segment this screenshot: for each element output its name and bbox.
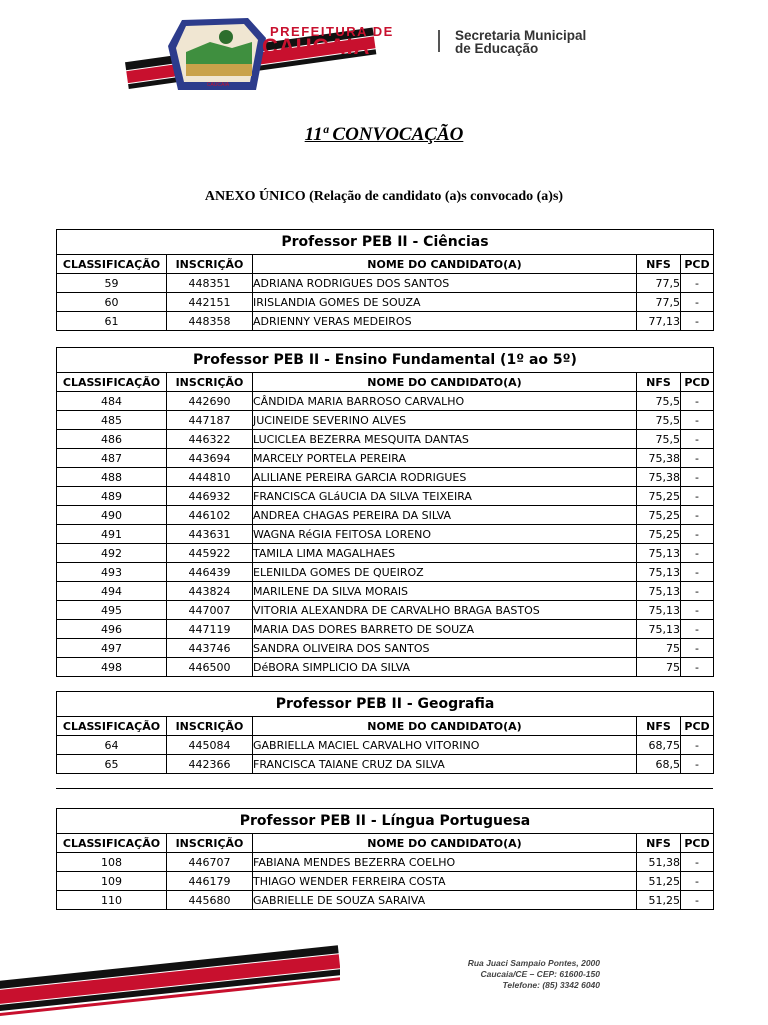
table-row [57, 601, 714, 620]
inscription-cell: 446707 [167, 853, 253, 872]
nfs-cell: 75,5 [637, 430, 681, 449]
column-header-row [57, 255, 714, 274]
pcd-cell: - [681, 755, 714, 774]
column-header-row [57, 717, 714, 736]
classification-cell: 61 [57, 312, 167, 331]
section-title: Professor PEB II - Ciências [57, 230, 714, 255]
inscription-cell: 446102 [167, 506, 253, 525]
candidate-name-cell: VITORIA ALEXANDRA DE CARVALHO BRAGA BASTOS [253, 601, 637, 620]
section-table [56, 229, 714, 331]
pcd-cell: - [681, 468, 714, 487]
table-row [57, 392, 714, 411]
candidate-name-cell: ELENILDA GOMES DE QUEIROZ [253, 563, 637, 582]
column-header-row [57, 373, 714, 392]
classification-cell: 60 [57, 293, 167, 312]
nfs-cell: 75,25 [637, 506, 681, 525]
table-row [57, 620, 714, 639]
inscription-header: INSCRIÇÃO [167, 373, 253, 392]
classification-cell: 108 [57, 853, 167, 872]
table-row [57, 430, 714, 449]
inscription-header: INSCRIÇÃO [167, 717, 253, 736]
classification-cell: 485 [57, 411, 167, 430]
inscription-cell: 446500 [167, 658, 253, 677]
inscription-cell: 443824 [167, 582, 253, 601]
nfs-cell: 75,38 [637, 468, 681, 487]
pcd-cell: - [681, 620, 714, 639]
pcd-header: PCD [681, 717, 714, 736]
header-divider [438, 30, 440, 52]
inscription-cell: 447187 [167, 411, 253, 430]
address-line-3: Telefone: (85) 3342 6040 [502, 980, 600, 990]
section-title: Professor PEB II - Geografia [57, 692, 714, 717]
nfs-header: NFS [637, 717, 681, 736]
classification-cell: 491 [57, 525, 167, 544]
department-name [455, 29, 586, 55]
letterhead [0, 0, 768, 105]
page-title: 11ª CONVOCAÇÃO [304, 124, 464, 145]
classification-cell: 496 [57, 620, 167, 639]
inscription-cell: 446322 [167, 430, 253, 449]
table-row [57, 468, 714, 487]
candidate-name-cell: GABRIELLA MACIEL CARVALHO VITORINO [253, 736, 637, 755]
inscription-cell: 445680 [167, 891, 253, 910]
nfs-cell: 75,13 [637, 601, 681, 620]
classification-cell: 487 [57, 449, 167, 468]
pcd-cell: - [681, 601, 714, 620]
address-line-1: Rua Juaci Sampaio Pontes, 2000 [467, 958, 600, 968]
pcd-cell: - [681, 582, 714, 601]
classification-cell: 495 [57, 601, 167, 620]
inscription-cell: 446932 [167, 487, 253, 506]
nfs-cell: 77,5 [637, 274, 681, 293]
candidate-name-cell: FRANCISCA TAIANE CRUZ DA SILVA [253, 755, 637, 774]
classification-cell: 498 [57, 658, 167, 677]
table-row [57, 544, 714, 563]
nfs-cell: 75,13 [637, 563, 681, 582]
table-row [57, 293, 714, 312]
classification-cell: 484 [57, 392, 167, 411]
inscription-cell: 443694 [167, 449, 253, 468]
table-row [57, 755, 714, 774]
candidate-name-header: NOME DO CANDIDATO(A) [253, 717, 637, 736]
table-row [57, 891, 714, 910]
nfs-cell: 77,13 [637, 312, 681, 331]
nfs-cell: 75,5 [637, 392, 681, 411]
table-row [57, 736, 714, 755]
classification-cell: 64 [57, 736, 167, 755]
candidate-name-cell: LUCICLEA BEZERRA MESQUITA DANTAS [253, 430, 637, 449]
nfs-cell: 68,5 [637, 755, 681, 774]
pcd-cell: - [681, 563, 714, 582]
section-title: Professor PEB II - Ensino Fundamental (1º ao 5º) [57, 348, 714, 373]
brand-top-text: PREFEITURA DE [270, 24, 394, 39]
footer-address [380, 958, 600, 991]
pcd-cell: - [681, 392, 714, 411]
candidate-name-cell: SANDRA OLIVEIRA DOS SANTOS [253, 639, 637, 658]
candidate-name-cell: ANDREA CHAGAS PEREIRA DA SILVA [253, 506, 637, 525]
nfs-cell: 75,13 [637, 620, 681, 639]
candidate-name-cell: IRISLANDIA GOMES DE SOUZA [253, 293, 637, 312]
classification-header: CLASSIFICAÇÃO [57, 255, 167, 274]
table-row [57, 312, 714, 331]
pcd-cell: - [681, 293, 714, 312]
classification-cell: 109 [57, 872, 167, 891]
inscription-cell: 447007 [167, 601, 253, 620]
nfs-cell: 51,25 [637, 891, 681, 910]
inscription-cell: 443631 [167, 525, 253, 544]
inscription-cell: 446439 [167, 563, 253, 582]
candidate-name-cell: TAMILA LIMA MAGALHAES [253, 544, 637, 563]
nfs-cell: 75 [637, 639, 681, 658]
pcd-cell: - [681, 872, 714, 891]
pcd-header: PCD [681, 834, 714, 853]
inscription-cell: 446179 [167, 872, 253, 891]
pcd-cell: - [681, 525, 714, 544]
svg-text:CAUCAIA: CAUCAIA [206, 82, 230, 88]
section-table [56, 808, 714, 910]
table-row [57, 506, 714, 525]
table-row [57, 449, 714, 468]
inscription-cell: 444810 [167, 468, 253, 487]
inscription-cell: 445922 [167, 544, 253, 563]
inscription-cell: 448358 [167, 312, 253, 331]
pcd-cell: - [681, 430, 714, 449]
candidate-name-cell: MARIA DAS DORES BARRETO DE SOUZA [253, 620, 637, 639]
department-line-1: Secretaria Municipal [455, 28, 587, 43]
nfs-cell: 68,75 [637, 736, 681, 755]
nfs-cell: 75 [637, 658, 681, 677]
inscription-header: INSCRIÇÃO [167, 255, 253, 274]
section-table [56, 347, 714, 677]
pcd-cell: - [681, 312, 714, 331]
candidate-name-cell: CÂNDIDA MARIA BARROSO CARVALHO [253, 392, 637, 411]
section-table [56, 691, 714, 774]
candidate-name-cell: MARCELY PORTELA PEREIRA [253, 449, 637, 468]
classification-cell: 65 [57, 755, 167, 774]
inscription-cell: 442366 [167, 755, 253, 774]
candidate-name-cell: JUCINEIDE SEVERINO ALVES [253, 411, 637, 430]
table-row [57, 274, 714, 293]
inscription-cell: 443746 [167, 639, 253, 658]
nfs-header: NFS [637, 255, 681, 274]
inscription-cell: 448351 [167, 274, 253, 293]
classification-cell: 59 [57, 274, 167, 293]
candidate-name-cell: ADRIANA RODRIGUES DOS SANTOS [253, 274, 637, 293]
nfs-cell: 77,5 [637, 293, 681, 312]
nfs-cell: 75,13 [637, 582, 681, 601]
candidate-name-cell: ADRIENNY VERAS MEDEIROS [253, 312, 637, 331]
candidate-name-cell: FRANCISCA GLáUCIA DA SILVA TEIXEIRA [253, 487, 637, 506]
pcd-cell: - [681, 891, 714, 910]
pcd-cell: - [681, 736, 714, 755]
nfs-header: NFS [637, 373, 681, 392]
pcd-cell: - [681, 449, 714, 468]
brand-main-text: CAUCAIA [262, 34, 371, 59]
candidate-name-cell: MARILENE DA SILVA MORAIS [253, 582, 637, 601]
nfs-cell: 75,5 [637, 411, 681, 430]
pcd-header: PCD [681, 373, 714, 392]
pcd-cell: - [681, 487, 714, 506]
table-row [57, 639, 714, 658]
page-subtitle: ANEXO ÚNICO (Relação de candidato (a)s convocado (a)s) [204, 189, 564, 204]
nfs-header: NFS [637, 834, 681, 853]
section-title: Professor PEB II - Língua Portuguesa [57, 809, 714, 834]
candidate-name-header: NOME DO CANDIDATO(A) [253, 255, 637, 274]
table-row [57, 658, 714, 677]
classification-cell: 493 [57, 563, 167, 582]
candidate-name-cell: GABRIELLE DE SOUZA SARAIVA [253, 891, 637, 910]
table-row [57, 411, 714, 430]
pcd-cell: - [681, 658, 714, 677]
pcd-cell: - [681, 411, 714, 430]
classification-header: CLASSIFICAÇÃO [57, 717, 167, 736]
nfs-cell: 75,25 [637, 487, 681, 506]
column-header-row [57, 834, 714, 853]
footer-stripes-icon [0, 925, 340, 1025]
candidate-name-cell: ALILIANE PEREIRA GARCIA RODRIGUES [253, 468, 637, 487]
inscription-cell: 442151 [167, 293, 253, 312]
nfs-cell: 75,13 [637, 544, 681, 563]
department-line-2: de Educação [455, 41, 539, 56]
candidate-name-header: NOME DO CANDIDATO(A) [253, 834, 637, 853]
pcd-cell: - [681, 274, 714, 293]
classification-cell: 494 [57, 582, 167, 601]
inscription-cell: 447119 [167, 620, 253, 639]
table-row [57, 487, 714, 506]
candidate-name-cell: DéBORA SIMPLICIO DA SILVA [253, 658, 637, 677]
inscription-cell: 442690 [167, 392, 253, 411]
pcd-cell: - [681, 853, 714, 872]
horizontal-rule [56, 788, 713, 789]
classification-cell: 492 [57, 544, 167, 563]
table-row [57, 872, 714, 891]
table-row [57, 582, 714, 601]
candidate-name-cell: FABIANA MENDES BEZERRA COELHO [253, 853, 637, 872]
inscription-cell: 445084 [167, 736, 253, 755]
classification-cell: 110 [57, 891, 167, 910]
candidate-name-cell: THIAGO WENDER FERREIRA COSTA [253, 872, 637, 891]
classification-header: CLASSIFICAÇÃO [57, 834, 167, 853]
classification-cell: 497 [57, 639, 167, 658]
table-row [57, 853, 714, 872]
nfs-cell: 75,25 [637, 525, 681, 544]
candidate-name-header: NOME DO CANDIDATO(A) [253, 373, 637, 392]
nfs-cell: 75,38 [637, 449, 681, 468]
address-line-2: Caucaia/CE – CEP: 61600-150 [480, 969, 600, 979]
table-row [57, 563, 714, 582]
classification-cell: 490 [57, 506, 167, 525]
pcd-header: PCD [681, 255, 714, 274]
classification-cell: 489 [57, 487, 167, 506]
classification-cell: 488 [57, 468, 167, 487]
nfs-cell: 51,38 [637, 853, 681, 872]
pcd-cell: - [681, 639, 714, 658]
inscription-header: INSCRIÇÃO [167, 834, 253, 853]
classification-header: CLASSIFICAÇÃO [57, 373, 167, 392]
pcd-cell: - [681, 506, 714, 525]
pcd-cell: - [681, 544, 714, 563]
table-row [57, 525, 714, 544]
nfs-cell: 51,25 [637, 872, 681, 891]
candidate-name-cell: WAGNA RéGIA FEITOSA LORENO [253, 525, 637, 544]
classification-cell: 486 [57, 430, 167, 449]
